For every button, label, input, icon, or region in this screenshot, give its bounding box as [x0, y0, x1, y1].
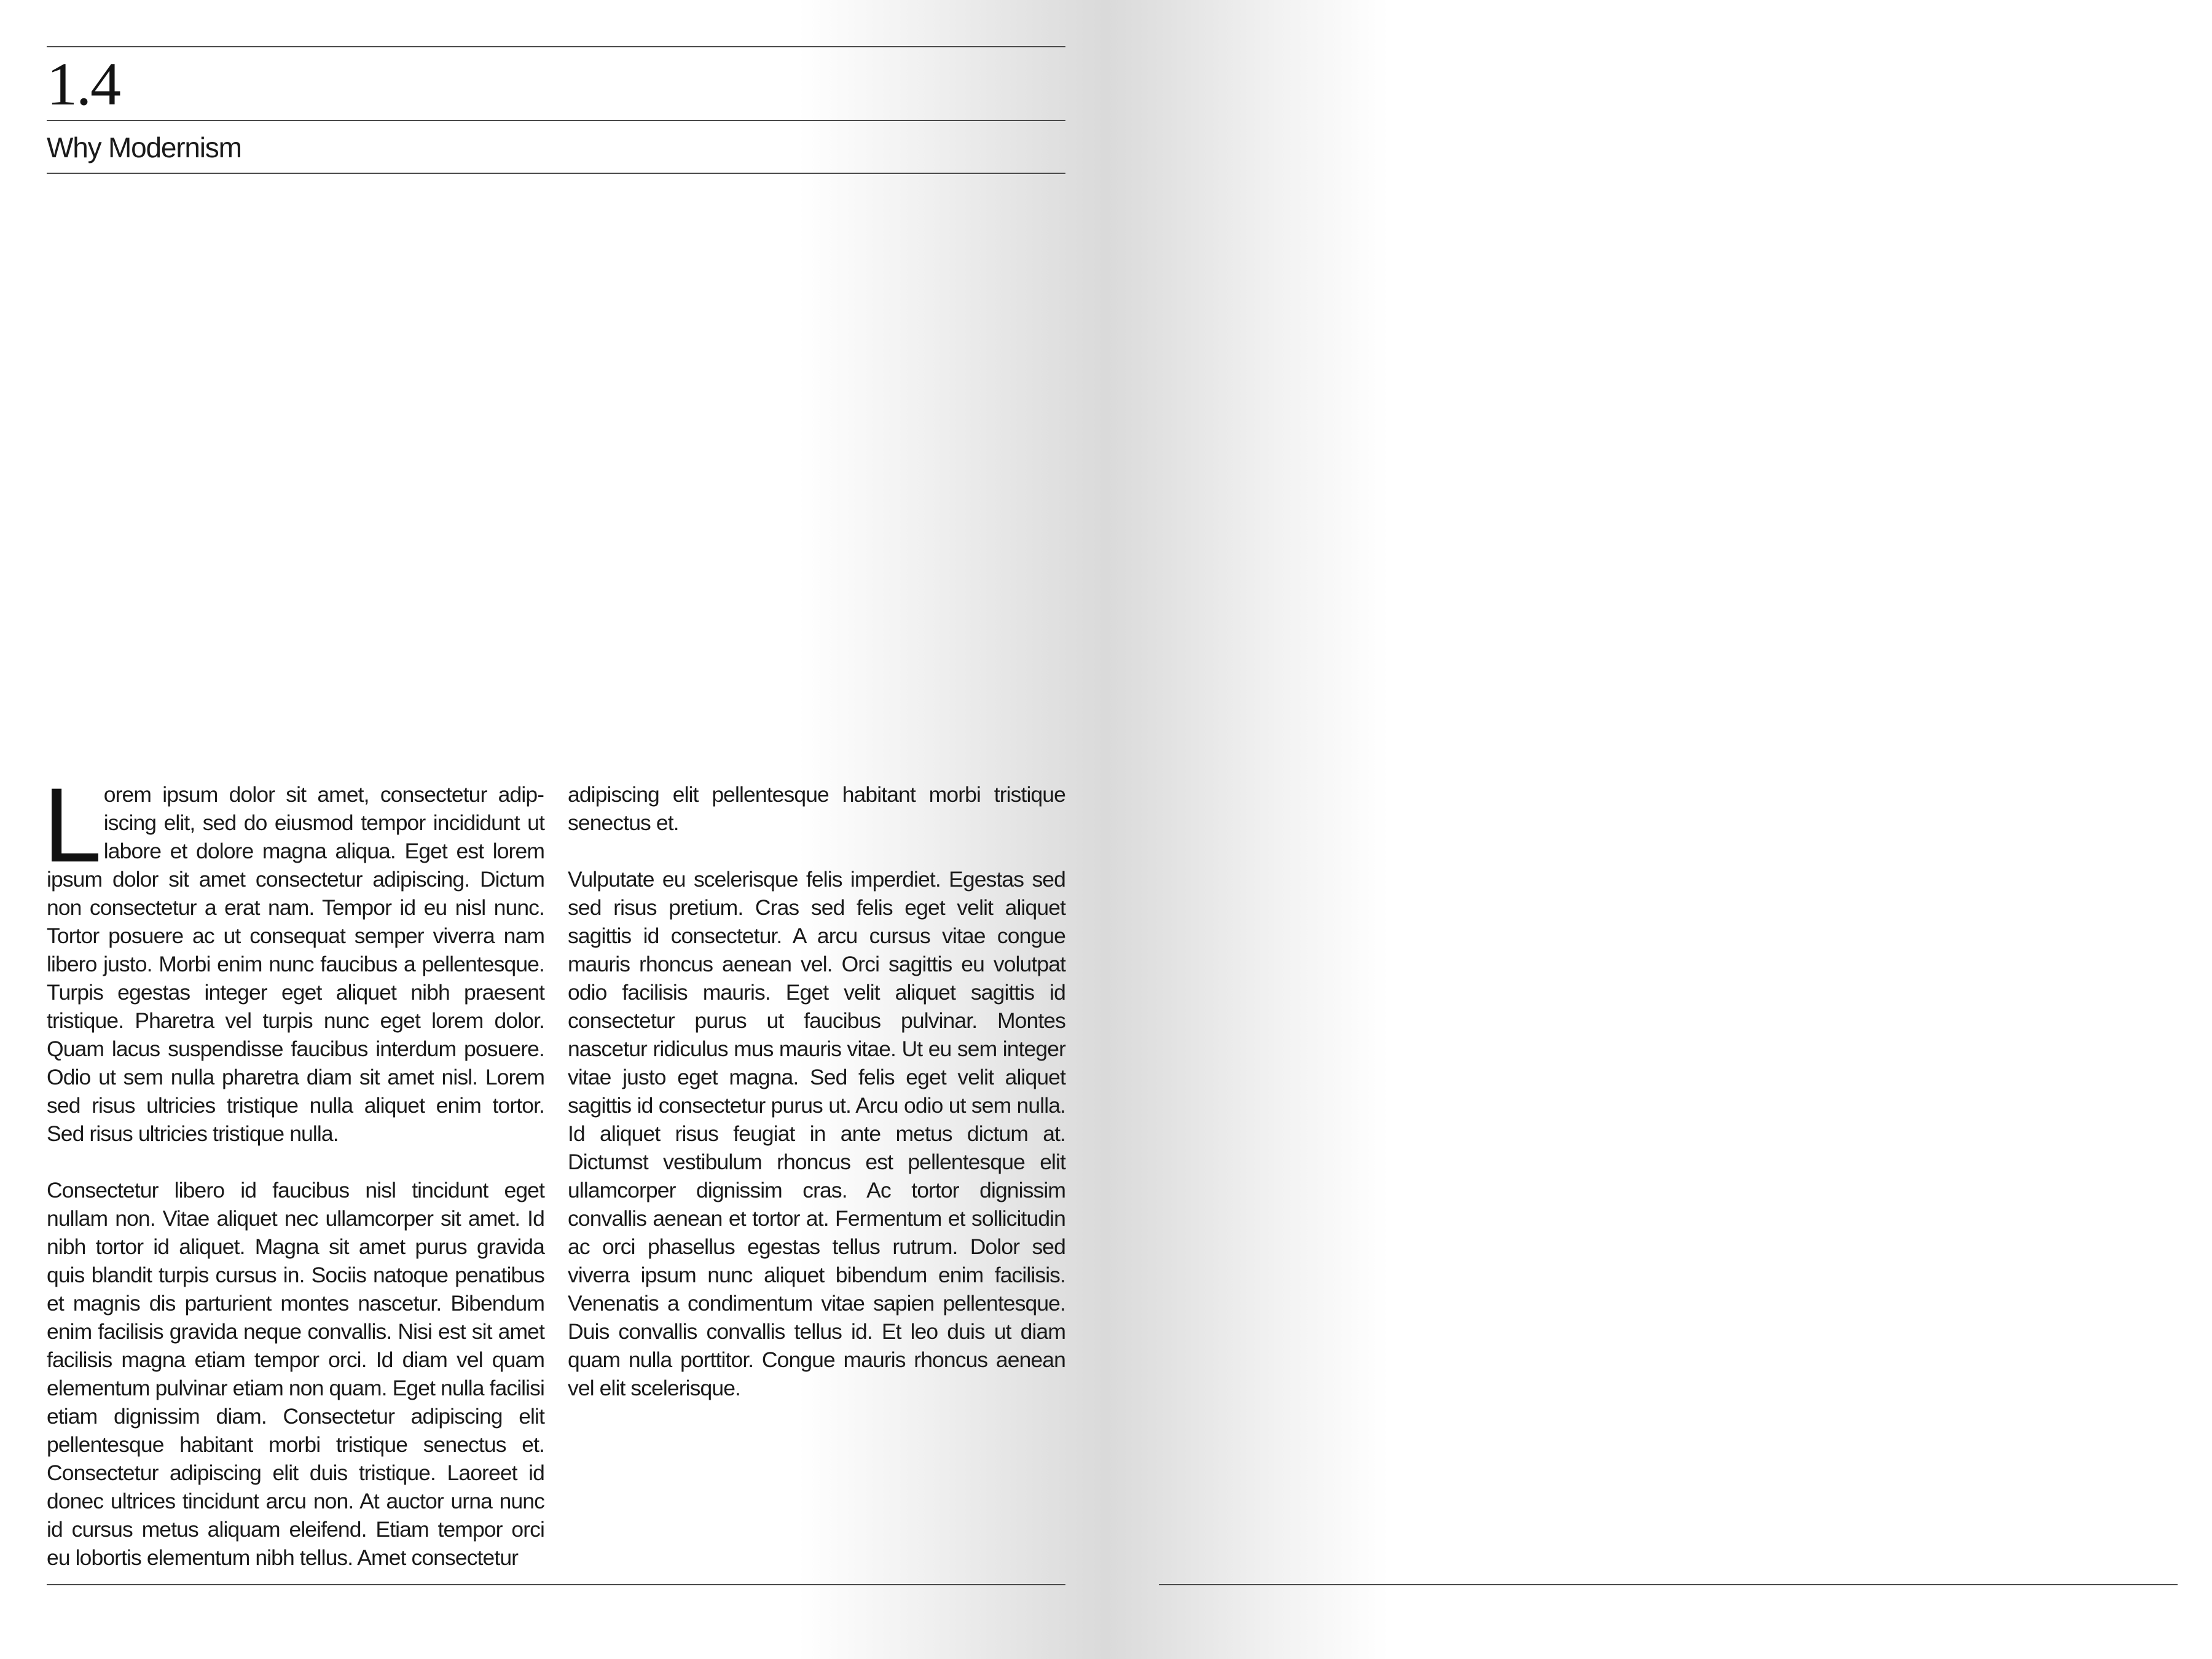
- bottom-rule-right: [1159, 1584, 2178, 1585]
- number-divider-rule: [47, 120, 1065, 121]
- drop-cap: L: [43, 766, 101, 884]
- body-paragraph-3: Vulputate eu scelerisque felis imperdiet. Egestas sed sed risus pretium. Cras sed felis eget velit aliquet sagittis id consectetur. A arcu cursus vitae congue mauris rhoncus aenean vel. Orci sagittis eu volutpat odio facilisis mauris. Eget velit aliquet sagittis id consectetur purus ut faucibus pulvinar. Montes nascetur ridiculus mus mauris vitae. Ut eu sem integer vitae justo eget magna. Sed felis eget velit aliquet sagittis id consectetur purus ut. Arcu odio ut sem nulla. Id aliquet risus feugiat in ante metus dictum at. Dictumst vestibulum rhoncus est pellentesque elit ullamcorper dignissim cras. Ac tortor dignissim convallis aenean et tortor at. Fermentum et sollicitudin ac orci phasellus egestas tellus rutrum. Dolor sed viverra ipsum nunc aliquet bibendum enim facilisis. Venenatis a condimentum vitae sapien pellentesque. Duis convallis convallis tellus id. Et leo duis ut diam quam nulla porttitor. Congue mauris rhoncus aenean vel elit scelerisque.: [568, 867, 1065, 1400]
- body-paragraph-2-continued: adipiscing elit pellentesque habitant morbi tristique senectus et.: [568, 782, 1065, 835]
- title-divider-rule: [47, 173, 1065, 174]
- top-rule-left: [47, 46, 1065, 47]
- section-number: 1.4: [47, 50, 120, 118]
- body-paragraph-1-text: orem ipsum dolor sit amet, consectetur adipiscing elit, sed do eiusmod tempor incididunt ut labore et dolore magna aliqua. Eget est lorem ipsum dolor sit amet consectetur adipiscing. Dictum non consectetur a erat nam. Tempor id eu nisl nunc. Tortor posuere ac ut consequat semper viverra nam libero justo. Morbi enim nunc faucibus a pellentesque. Turpis egestas integer eget aliquet nibh praesent tristique. Pharetra vel turpis nunc eget lorem dolor. Quam lacus suspendisse faucibus interdum posuere. Odio ut sem nulla pharetra diam sit amet nisl. Lorem sed risus ultricies tristique nulla aliquet enim tortor. Sed risus ultricies tristique nulla.: [47, 782, 544, 1146]
- body-text-column-1: [43, 766, 544, 1572]
- section-title: Why Modernism: [47, 131, 241, 163]
- bottom-rule-left: [47, 1584, 1065, 1585]
- body-text-column-2: [568, 780, 1065, 1402]
- body-paragraph-2: Consectetur libero id faucibus nisl tincidunt eget nullam non. Vitae aliquet nec ullamcorper sit amet. Id nibh tortor id aliquet. Magna sit amet purus gravida quis blandit turpis cursus in. Sociis natoque penatibus et magnis dis parturient montes nascetur. Bibendum enim facilisis gravida neque convallis. Nisi est sit amet facilisis magna etiam tempor orci. Id diam vel quam elementum pulvinar etiam non quam. Eget nulla facilisi etiam dignissim diam. Consectetur adipiscing elit pellentesque habitant morbi tristique senectus et. Consectetur adipiscing elit duis tristique. Laoreet id donec ultrices tincidunt arcu non. At auctor urna nunc id cursus metus aliquam eleifend. Etiam tempor orci eu lobortis elementum nibh tellus. Amet consectetur: [47, 1178, 544, 1570]
- body-paragraph-1: [43, 766, 544, 1148]
